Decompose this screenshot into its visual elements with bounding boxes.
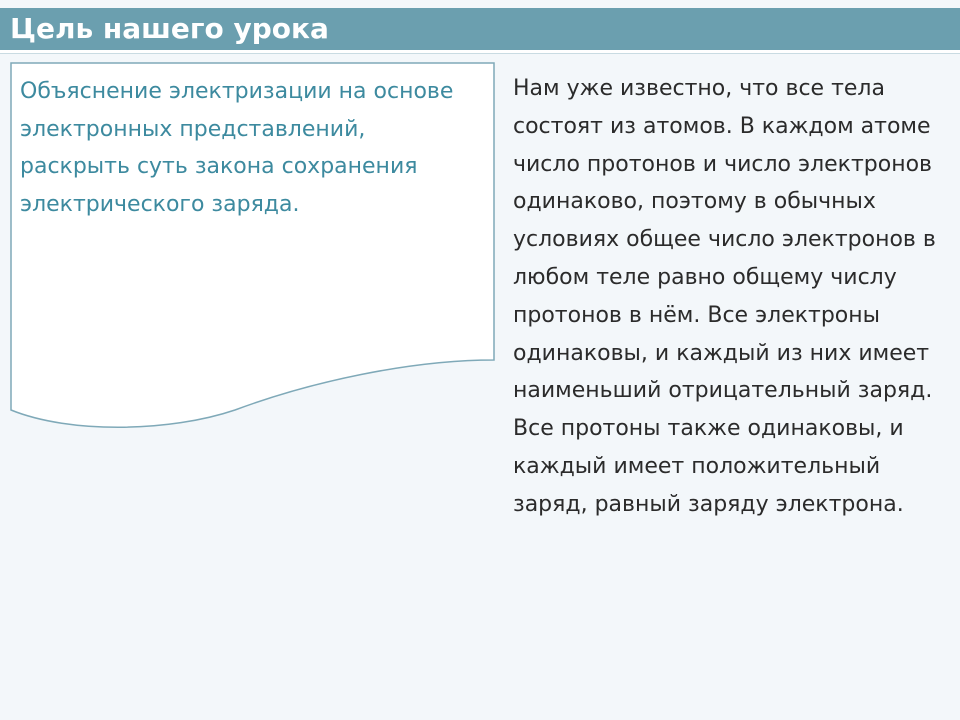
explanation-text: Нам уже известно, что все тела состоят из атомов. В каждом атоме число протонов и число электронов одинаково, поэтому в обычных условиях общее число электронов в любом теле равно общему числу протонов в нём. Все электроны одинаковы, и каждый из них имеет наименьший отрицательный заряд. Все протоны также одинаковы, и каждый имеет положительный заряд, равный заряду электрона. <box>513 76 936 517</box>
lesson-goal-text: Объяснение электризации на основе электронных представлений, раскрыть суть закона сохранения электрического заряда. <box>20 79 454 217</box>
slide-title: Цель нашего урока <box>10 12 329 45</box>
title-bar <box>0 8 960 53</box>
